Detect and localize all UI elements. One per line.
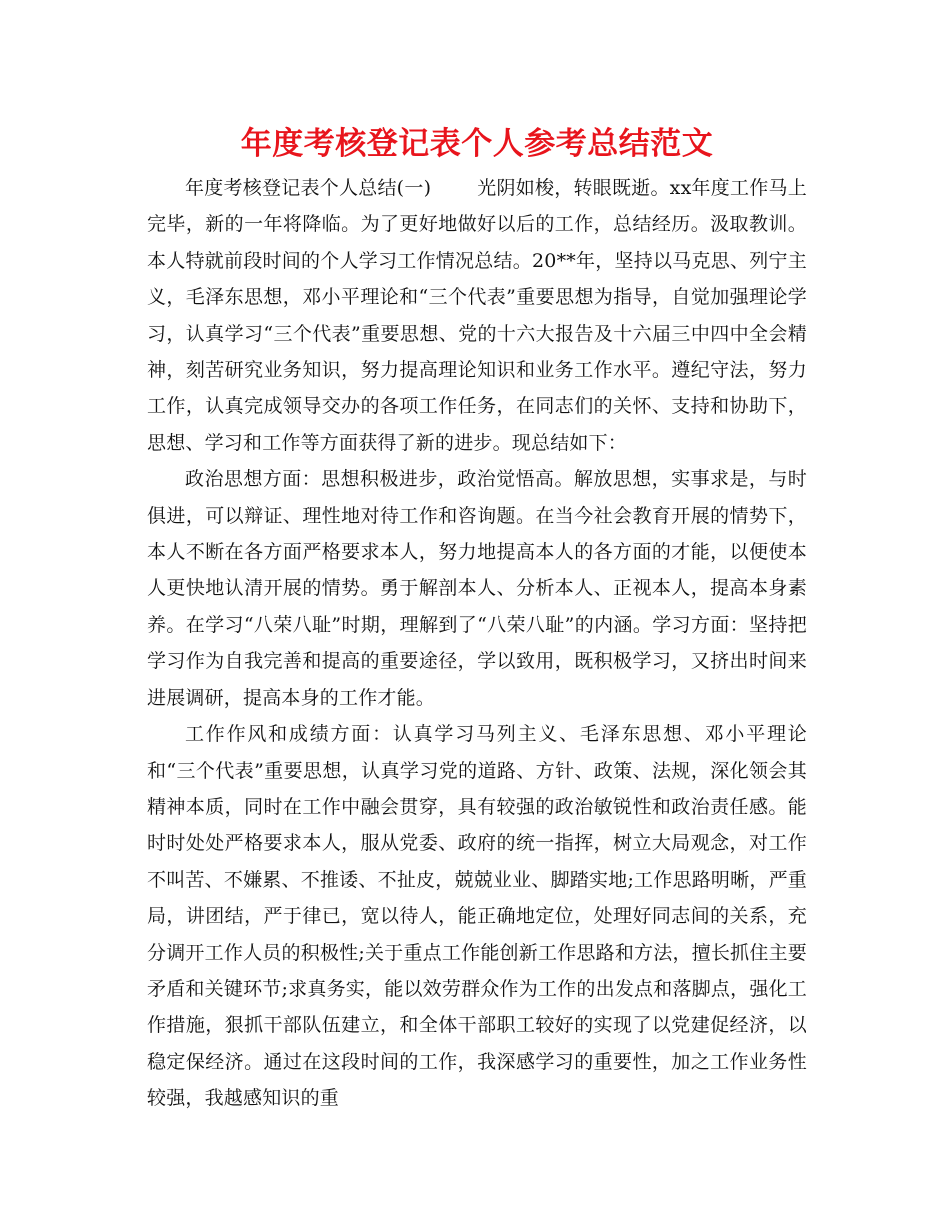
paragraph-intro — [147, 170, 807, 461]
intro-heading: 年度考核登记表个人总结(一) — [185, 177, 432, 199]
paragraph-work-style: 工作作风和成绩方面：认真学习马列主义、毛泽东思想、邓小平理论和“三个代表”重要思想，认真学习党的道路、方针、政策、法规，深化领会其精神本质，同时在工作中融会贯穿，具有较强的政治敏锐性和政治责任感。能时时处处严格要求本人，服从党委、政府的统一指挥，树立大局观念，对工作不叫苦、不嫌累、不推诿、不扯皮，兢兢业业、脚踏实地;工作思路明晰，严重局，讲团结，严于律已，宽以待人，能正确地定位，处理好同志间的关系，充分调开工作人员的积极性;关于重点工作能创新工作思路和方法，擅长抓住主要矛盾和关键环节;求真务实，能以效劳群众作为工作的出发点和落脚点，强化工作措施，狠抓干部队伍建立，和全体干部职工较好的实现了以党建促经济，以稳定保经济。通过在这段时间的工作，我深感学习的重要性，加之工作业务性较强，我越感知识的重 — [147, 723, 807, 1110]
paragraph-political: 政治思想方面：思想积极进步，政治觉悟高。解放思想，实事求是，与时俱进，可以辩证、理性地对待工作和咨询题。在当今社会教育开展的情势下，本人不断在各方面严格要求本人，努力地提高本人的各方面的才能，以便使本人更快地认清开展的情势。勇于解剖本人、分析本人、正视本人，提高本身素养。在学习“八荣八耻”时期，理解到了“八荣八耻”的内涵。学习方面：坚持把学习作为自我完善和提高的重要途径，学以致用，既积极学习，又挤出时间来进展调研，提高本身的工作才能。 — [147, 468, 807, 709]
document-page — [147, 118, 807, 1117]
document-title: 年度考核登记表个人参考总结范文 — [240, 126, 714, 162]
paragraph-1-text: 光阴如梭，转眼既逝。xx年度工作马上完毕，新的一年将降临。为了更好地做好以后的工作，总结经历。汲取教训。本人特就前段时间的个人学习工作情况总结。20**年，坚持以马克思、列宁主义，毛泽东思想，邓小平理论和“三个代表”重要思想为指导，自觉加强理论学习，认真学习“三个代表”重要思想、党的十六大报告及十六届三中四中全会精神，刻苦研究业务知识，努力提高理论知识和业务工作水平。遵纪守法，努力工作，认真完成领导交办的各项工作任务，在同志们的关怀、支持和协助下，思想、学习和工作等方面获得了新的进步。现总结如下： — [147, 177, 807, 454]
